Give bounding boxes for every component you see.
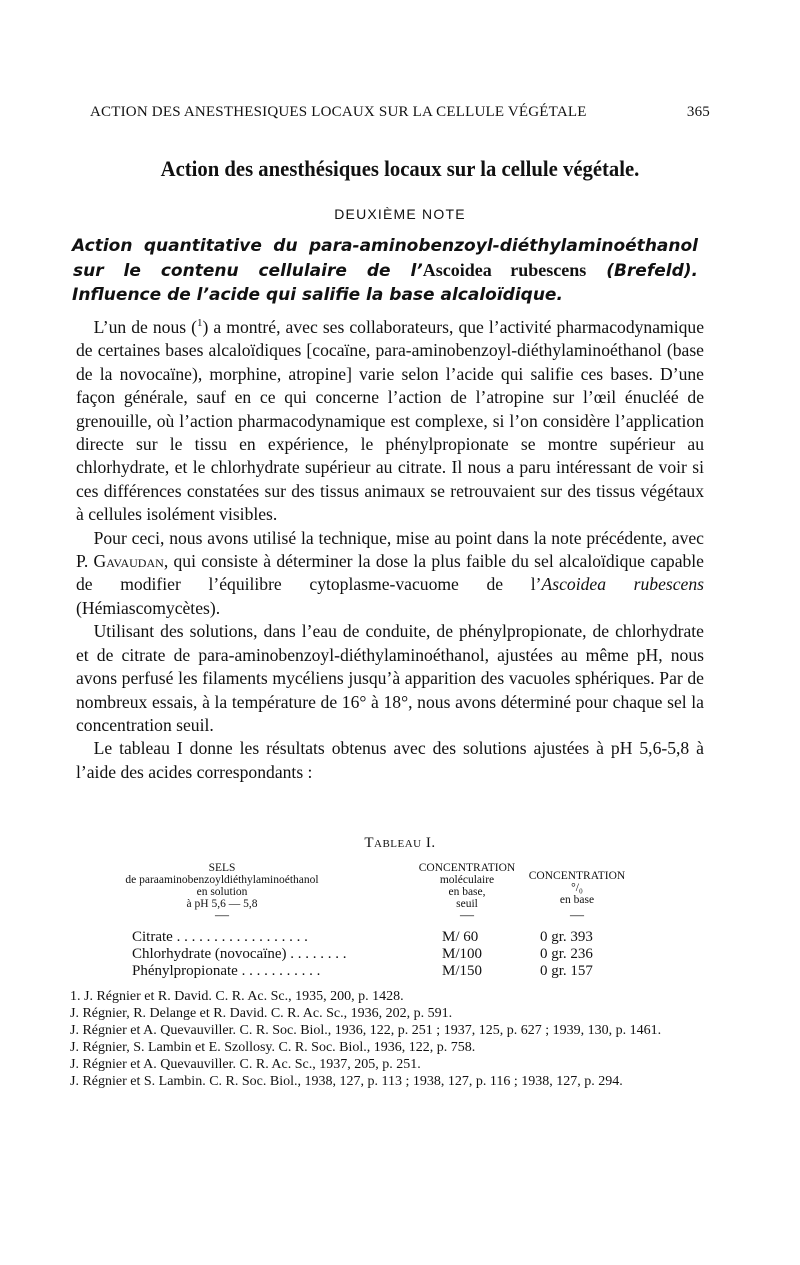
article-subtitle [72, 234, 698, 307]
paragraph-2-a: Pour ceci, nous avons utilisé la technique, mise au point dans la note précédente, avec P. [76, 527, 704, 572]
subtitle-line-1: Action quantitative du para-aminobenzoyl-diéthylaminoéthanol [72, 236, 698, 256]
paragraph-1-a: L’un de nous ( [93, 317, 198, 337]
table-header-percent [522, 870, 632, 906]
row-salt: Chlorhydrate (novocaïne) . . . . . . . . [132, 946, 347, 962]
paragraph-2 [76, 527, 704, 621]
header-molar-l1: CONCENTRATION [418, 862, 516, 874]
row-percent: 0 gr. 157 [540, 963, 593, 979]
reference-item [70, 1005, 704, 1022]
reference-item [70, 1073, 704, 1090]
reference-item [70, 988, 704, 1005]
table-dash-3: — [570, 908, 584, 923]
running-head [90, 104, 710, 121]
header-percent-l1: CONCENTRATION [528, 870, 626, 882]
header-molar-l2: moléculaire [439, 874, 495, 886]
header-salts-l4: à pH 5,6 — 5,8 [186, 898, 258, 910]
row-salt: Citrate . . . . . . . . . . . . . . . . . . [132, 929, 308, 945]
table-dash-2: — [460, 908, 474, 923]
header-salts-l2: de paraaminobenzoyldiéthylaminoéthanol [125, 874, 319, 886]
reference-text: J. Régnier, R. Delange et R. David. C. R. Ac. Sc., 1936, 202, p. 591. [70, 1006, 453, 1021]
header-salts-l3: en solution [196, 886, 248, 898]
paragraph-4 [76, 737, 704, 784]
reference-item [70, 1056, 704, 1073]
paragraph-2-c: (Hémiascomycètes). [76, 597, 221, 618]
reference-item [70, 1039, 704, 1056]
species-name: Ascoidea rubescens [541, 574, 704, 595]
reference-text: J. Régnier et A. Quevauviller. C. R. Soc. Biol., 1936, 122, p. 251 ; 1937, 125, p. 627 ; 1939, 130, p. 1461. [70, 1023, 662, 1038]
table-caption: Tableau I. [364, 835, 436, 851]
paragraph-3-text: Utilisant des solutions, dans l’eau de conduite, de phénylpropionate, de chlorhydrate et de citrate de para-aminobenzoyl-diéthylaminoéthanol, ajustées au même pH, nous avons perfusé les filaments mycéliens jusqu’à apparition des vacuoles sphériques. Par de nombreux essais, à la température de 16° à 18°, nous avons déterminé pour chaque sel la concentration seuil. [76, 621, 704, 735]
row-percent: 0 gr. 393 [540, 929, 593, 945]
article-title: Action des anesthésiques locaux sur la cellule végétale. [160, 156, 640, 181]
header-molar-l3: en base, [448, 886, 486, 898]
subtitle-line-3: Influence de l’acide qui salifie la base alcaloïdique. [72, 285, 563, 305]
subtitle-line-2 [72, 258, 698, 283]
row-percent: 0 gr. 236 [540, 946, 593, 962]
reference-number: 1. [70, 989, 81, 1004]
paragraph-2-b: , qui consiste à déterminer la dose la plus faible du sel alcaloïdique capable de modifier l’équilibre cytoplasme-vacuome de l’ [76, 551, 704, 595]
header-molar-l4: seuil [456, 898, 478, 910]
page-number: 365 [686, 104, 710, 120]
header-salts-l1: SELS [208, 862, 236, 874]
header-percent-l3: en base [559, 894, 595, 906]
subtitle-species: Ascoidea rubescens [422, 260, 587, 280]
paragraph-1-b: ) a montré, avec ses collaborateurs, que l’activité pharmacodynamique de certaines bases alcaloïdiques [cocaïne, para-aminobenzoyl-diéthylaminoéthanol (base de la novocaïne), morphine, atropine] varie selon l’acide qui salifie ces bases. D’une façon générale, sauf en ce qui concerne l’action de l’atropine sur l’œil énucléé de grenouille, où l’action pharmacodynamique est complexe, si l’on considère l’application directe sur le tissu en expérience, le phénylpropionate se montre supérieur au chlorhydrate, et le chlorhydrate supérieur au citrate. Il nous a paru intéressant de voir si ces différences constatées sur des tissus animaux se retrouvaient sur des tissus végétaux à cellules isolément visibles. [76, 317, 705, 525]
paragraph-3 [76, 620, 704, 737]
subtitle-line-2-a: sur le contenu cellulaire de l’ [73, 261, 423, 281]
note-label: DEUXIÈME NOTE [334, 206, 466, 222]
references [70, 988, 704, 1090]
paragraph-1 [76, 316, 704, 527]
row-molar: M/150 [442, 963, 483, 979]
footnote-marker: 1 [197, 317, 203, 330]
reference-item [70, 1022, 704, 1039]
subtitle-line-2-c: (Brefeld). [586, 261, 698, 281]
table-header-salts [92, 862, 352, 910]
row-molar: M/100 [442, 946, 483, 962]
reference-text: J. Régnier et R. David. C. R. Ac. Sc., 1935, 200, p. 1428. [84, 989, 404, 1004]
header-percent-l2: °/₀ [571, 882, 583, 894]
body-text [76, 316, 704, 784]
table-dash-1: — [215, 908, 229, 923]
reference-text: J. Régnier, S. Lambin et E. Szollosy. C. R. Soc. Biol., 1936, 122, p. 758. [70, 1040, 476, 1055]
author-name: Gavaudan [93, 551, 164, 572]
row-molar: M/ 60 [442, 929, 479, 945]
table-header-molar [412, 862, 522, 910]
reference-text: J. Régnier et S. Lambin. C. R. Soc. Biol., 1938, 127, p. 113 ; 1938, 127, p. 116 ; 1938, 127, p. 294. [70, 1074, 623, 1089]
paragraph-4-text: Le tableau I donne les résultats obtenus avec des solutions ajustées à pH 5,6-5,8 à l’aide des acides correspondants : [76, 738, 704, 782]
running-head-title: ACTION DES ANESTHESIQUES LOCAUX SUR LA CELLULE VÉGÉTALE [90, 104, 587, 120]
row-salt: Phénylpropionate . . . . . . . . . . . [132, 963, 321, 979]
reference-text: J. Régnier et A. Quevauviller. C. R. Ac. Sc., 1937, 205, p. 251. [70, 1057, 421, 1072]
